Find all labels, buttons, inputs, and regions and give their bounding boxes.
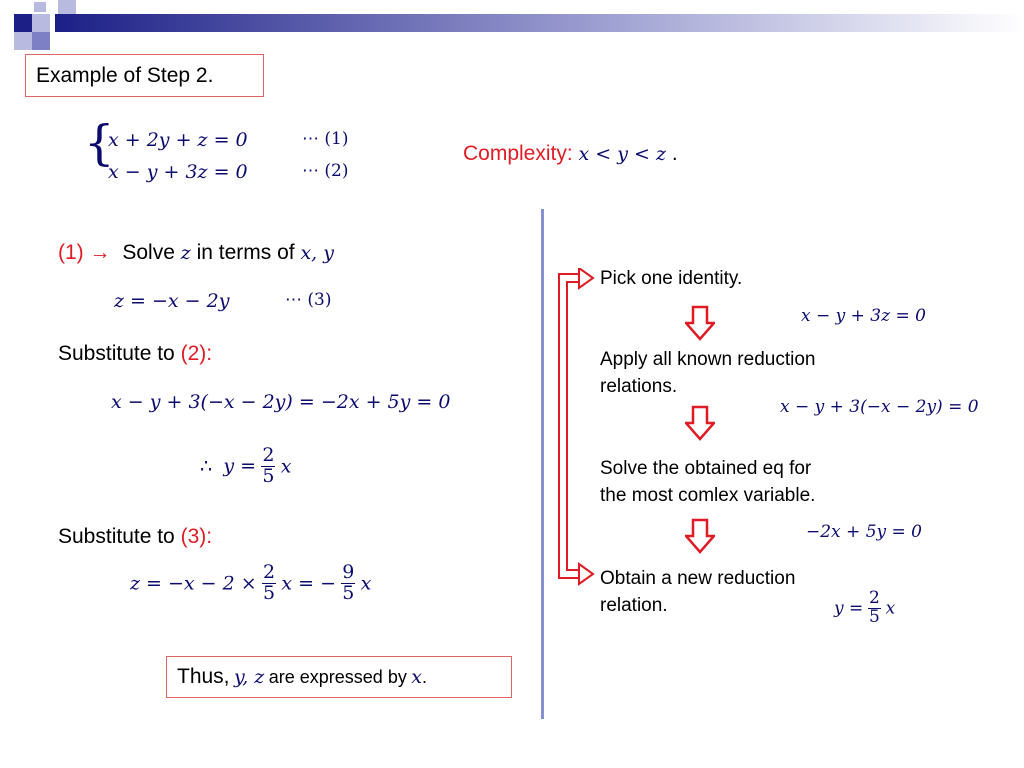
conclusion-vars: y, z xyxy=(233,666,265,688)
example-solve: −2x + 5y = 0 xyxy=(806,522,922,542)
header-decoration xyxy=(0,0,1024,60)
step-pick-identity: Pick one identity. xyxy=(600,268,743,289)
z-solution-part-b: x = − xyxy=(281,572,336,595)
substitute-2-line xyxy=(58,342,212,366)
step1-var: z xyxy=(180,242,191,264)
step1-ref: (1) xyxy=(58,241,84,264)
z-fraction-1-numerator: 2 xyxy=(262,561,276,583)
conclusion-end: . xyxy=(422,667,428,687)
example-pick-identity: x − y + 3z = 0 xyxy=(801,306,926,326)
header-square-light2 xyxy=(14,32,32,50)
complexity-end: . xyxy=(671,142,678,165)
step-obtain-line-2: relation. xyxy=(600,595,668,616)
y-fraction-denominator: 5 xyxy=(262,464,275,487)
equation-2: x − y + 3z = 0 xyxy=(108,161,248,183)
y-solution-var: x xyxy=(280,455,292,478)
conclusion-var: x xyxy=(411,666,422,688)
column-divider xyxy=(541,209,544,719)
header-bar xyxy=(55,14,1024,32)
substitute-3-line xyxy=(58,525,212,549)
down-arrow-3 xyxy=(685,518,715,554)
z-fraction-2 xyxy=(341,563,355,604)
z-solution xyxy=(130,563,371,604)
example-obtain-fraction xyxy=(868,590,881,627)
step1-vars: x, y xyxy=(300,242,334,264)
substituted-equation-2: x − y + 3(−x − 2y) = −2x + 5y = 0 xyxy=(111,391,451,413)
z-fraction-1 xyxy=(262,563,276,604)
therefore-symbol: ∴ xyxy=(200,455,213,478)
header-square-top xyxy=(58,0,76,14)
equation-3: z = −x − 2y xyxy=(114,290,230,312)
substitute-2-label: Substitute to xyxy=(58,342,175,365)
equation-1-tag: ⋯ (1) xyxy=(302,129,349,149)
z-fraction-2-numerator: 9 xyxy=(342,561,355,583)
loop-bracket-arrow xyxy=(555,268,601,588)
step1-text-a: Solve xyxy=(122,241,175,264)
example-obtain-denominator: 5 xyxy=(869,606,880,627)
page-title: Example of Step 2. xyxy=(36,64,214,87)
step-solve-line-1: Solve the obtained eq for xyxy=(600,458,812,479)
conclusion-text-b: are expressed by xyxy=(268,667,407,687)
down-arrow-2 xyxy=(685,405,715,441)
z-solution-part-a: z = −x − 2 × xyxy=(130,572,257,595)
equation-1: x + 2y + z = 0 xyxy=(108,129,248,151)
loop-arrow-head-bottom xyxy=(579,564,593,584)
substitute-3-ref: (3): xyxy=(180,525,213,548)
y-fraction-numerator: 2 xyxy=(262,444,275,466)
step1-arrow: → xyxy=(89,241,111,264)
step-solve-line-2: the most comlex variable. xyxy=(600,485,816,506)
y-solution-lhs: y = xyxy=(223,455,257,478)
step-obtain-line-1: Obtain a new reduction xyxy=(600,568,796,589)
title-box xyxy=(25,54,264,97)
step-apply-line-1: Apply all known reduction xyxy=(600,349,816,370)
example-obtain-numerator: 2 xyxy=(869,588,880,608)
z-fraction-1-denominator: 5 xyxy=(262,581,276,604)
complexity-line xyxy=(463,142,678,166)
header-square-dark xyxy=(14,14,32,32)
system-brace: { xyxy=(84,115,115,171)
y-solution xyxy=(200,446,291,487)
complexity-order: x < y < z xyxy=(578,143,667,165)
example-obtain-var: x xyxy=(885,598,896,619)
conclusion-box xyxy=(166,656,512,698)
header-square-mid xyxy=(32,32,50,50)
conclusion-text-a: Thus, xyxy=(177,665,230,688)
example-obtain-lhs: y = xyxy=(834,598,864,619)
example-obtain xyxy=(834,590,895,627)
complexity-label: Complexity: xyxy=(463,142,573,165)
equation-system xyxy=(84,115,384,187)
y-solution-fraction xyxy=(261,446,275,487)
example-apply: x − y + 3(−x − 2y) = 0 xyxy=(780,397,979,417)
step1-text-b: in terms of xyxy=(196,241,295,264)
step-apply-line-2: relations. xyxy=(600,376,678,397)
header-square-light xyxy=(32,14,50,32)
z-solution-part-c: x xyxy=(360,572,372,595)
loop-arrow-head-top xyxy=(579,268,593,288)
substitute-2-ref: (2): xyxy=(180,342,213,365)
step1-line xyxy=(58,241,334,265)
down-arrow-1 xyxy=(685,305,715,341)
equation-2-tag: ⋯ (2) xyxy=(302,161,349,181)
equation-3-tag: ⋯ (3) xyxy=(285,290,332,310)
z-fraction-2-denominator: 5 xyxy=(342,581,355,604)
header-square-small xyxy=(34,2,46,12)
substitute-3-label: Substitute to xyxy=(58,525,175,548)
